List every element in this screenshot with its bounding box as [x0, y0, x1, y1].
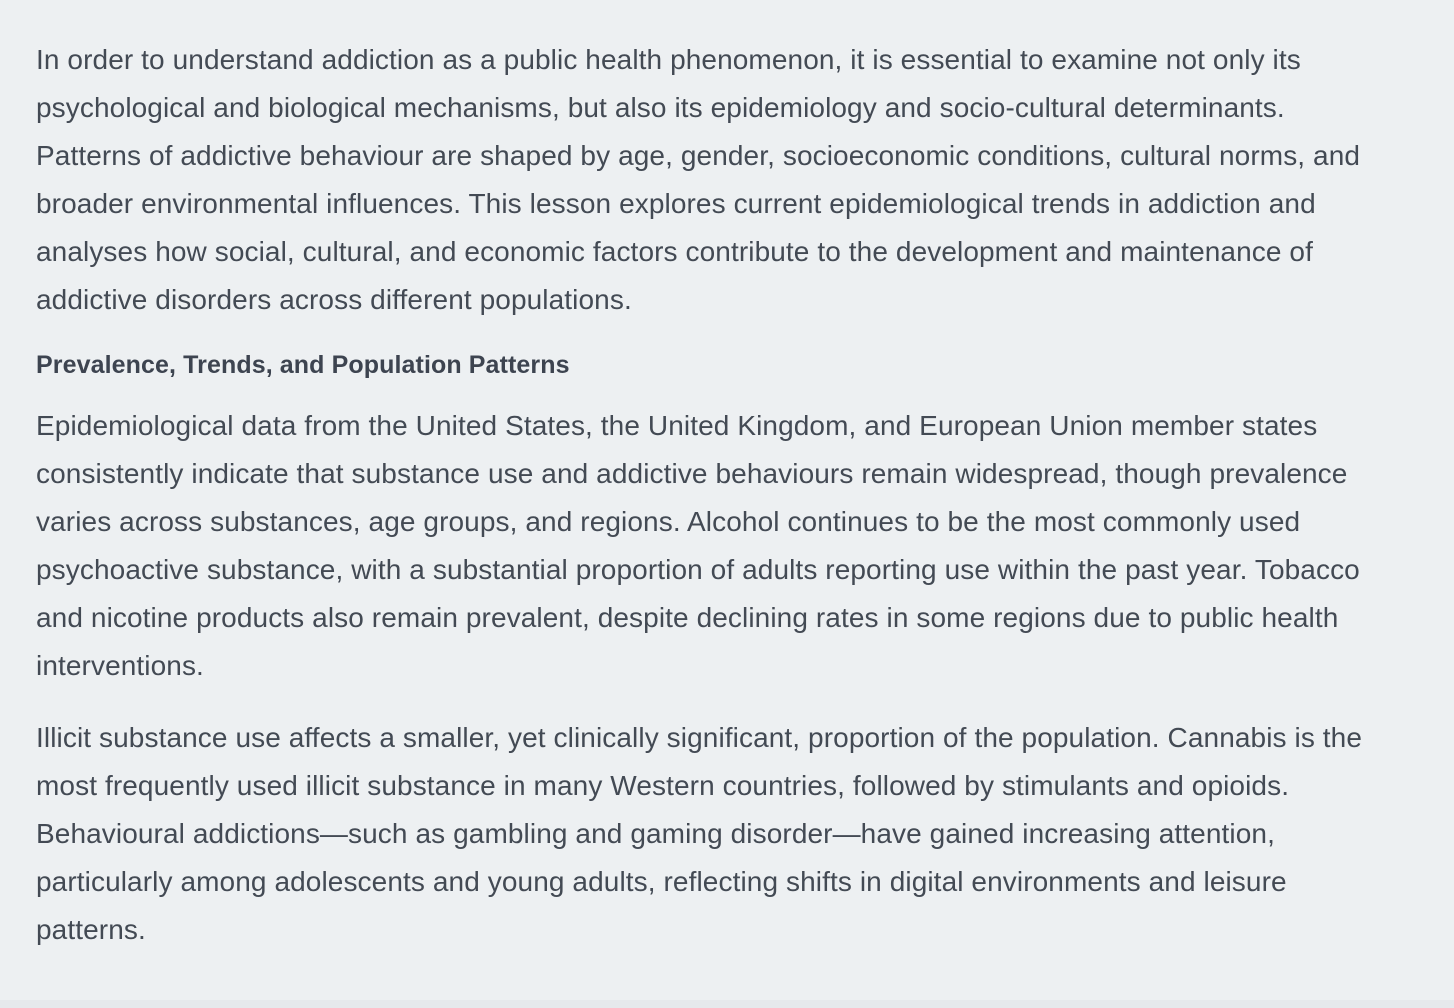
illicit-substance-paragraph: Illicit substance use affects a smaller, yet clinically significant, proportion of the population. Cannabis is the most frequently used illicit substance in many Western countries, followed by stimulants and opioids. Behavioural addictions—such as gambling and gaming disorder—have gained increasing attention, particularly among adolescents and young adults, reflecting shifts in digital environments and leisure patterns. [36, 722, 1363, 945]
prevalence-heading: Prevalence, Trends, and Population Patterns [36, 351, 570, 379]
intro-paragraph: In order to understand addiction as a public health phenomenon, it is essential to examine not only its psychological and biological mechanisms, but also its epidemiology and socio-cultural determinants. Patterns of addictive behaviour are shaped by age, gender, socioeconomic conditions, cultural norms, and broader environmental influences. This lesson explores current epidemiological trends in addiction and analyses how social, cultural, and economic factors contribute to the development and maintenance of addictive disorders across different populations. [36, 44, 1361, 315]
viewport-bottom-edge [0, 1000, 1454, 1008]
epidemiological-data-paragraph: Epidemiological data from the United States, the United Kingdom, and European Union member states consistently indicate that substance use and addictive behaviours remain widespread, though prevalence varies across substances, age groups, and regions. Alcohol continues to be the most commonly used psychoactive substance, with a substantial proportion of adults reporting use within the past year. Tobacco and nicotine products also remain prevalent, despite declining rates in some regions due to public health interventions. [36, 410, 1360, 681]
